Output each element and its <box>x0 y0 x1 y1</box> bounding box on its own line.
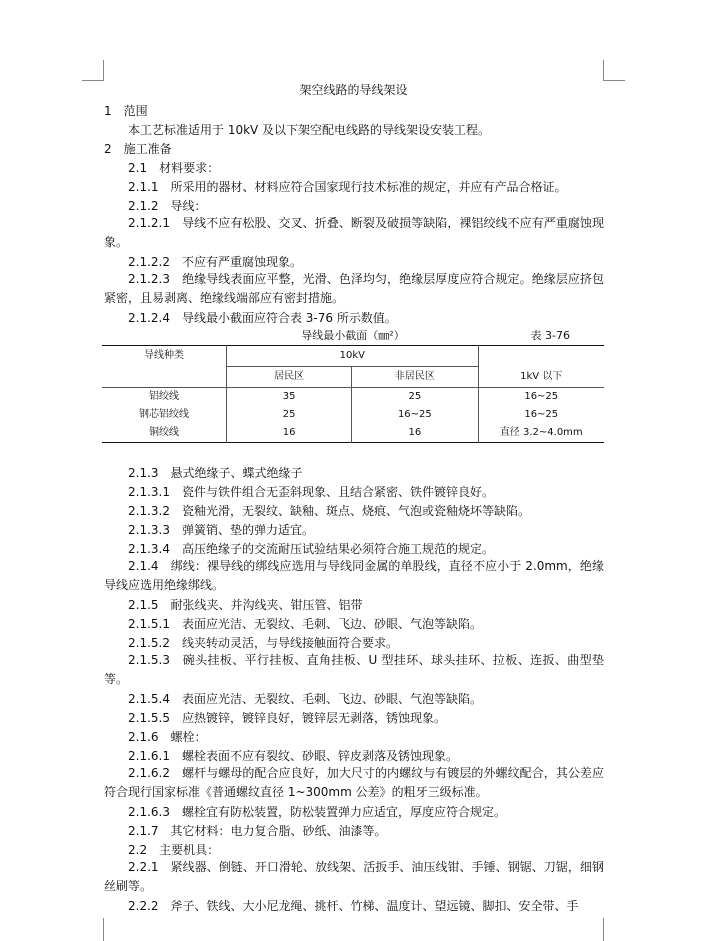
table-cell: 直径 3.2~4.0mm <box>499 427 583 438</box>
table-cell: 铝绞线 <box>102 388 227 407</box>
paragraph: 2.1.1 所采用的器材、材料应符合国家现行技术标准的规定，并应有产品合格证。 <box>128 180 567 194</box>
paragraph: 2.1.2.1 导线不应有松股、交叉、折叠、断裂及破损等缺陷，裸铝绞线不应有严重腐蚀现象。 <box>104 216 604 249</box>
table-cell: 16~25 <box>524 409 559 420</box>
paragraph: 2.1.6.1 螺栓表面不应有裂纹、砂眼、锌皮剥落及锈蚀现象。 <box>128 749 458 763</box>
table-number: 表 3-76 <box>530 329 570 342</box>
crop-mark-top-left-v <box>103 60 104 81</box>
table-cell: 16~25 <box>524 391 559 402</box>
table-cell: 钢芯铝绞线 <box>102 406 227 424</box>
paragraph: 2.1.5.5 应热镀锌，镀锌良好，镀锌层无剥落，锈蚀现象。 <box>128 711 446 725</box>
table-caption: 导线最小截面（㎜²） <box>301 329 405 342</box>
paragraph: 2.1.6 螺栓： <box>128 730 207 744</box>
paragraph: 2.1.5.1 表面应光洁、无裂纹、毛刺、飞边、砂眼、气泡等缺陷。 <box>128 617 482 631</box>
paragraph: 本工艺标准适用于 10kV 及以下架空配电线路的导线架设安装工程。 <box>128 123 491 137</box>
table-caption-row <box>102 328 604 344</box>
crop-mark-top-left-h <box>82 80 104 81</box>
paragraph: 2.1.2.2 不应有严重腐蚀现象。 <box>128 255 302 269</box>
table-row <box>102 406 604 424</box>
table-header-type: 导线种类 <box>102 346 227 367</box>
table-header-10kv: 10kV <box>227 346 478 367</box>
paragraph: 2.1.5.3 碗头挂板、平行挂板、直角挂板、U 型挂环、球头挂环、拉板、连扳、曲型垫等。 <box>104 653 604 686</box>
table-header-1kv: 1kV 以下 <box>520 370 563 382</box>
table-header-residential: 居民区 <box>227 367 352 388</box>
paragraph: 2.1.3.2 瓷釉光滑，无裂纹、缺釉、斑点、烧痕、气泡或瓷釉烧坏等缺陷。 <box>128 504 530 518</box>
table-cell: 16 <box>352 424 478 443</box>
table-cell: 25 <box>227 406 352 424</box>
table-row <box>102 388 604 407</box>
table-cell: 25 <box>352 388 478 407</box>
table-header-blank <box>102 367 227 388</box>
section-heading: 1 范围 <box>104 104 148 118</box>
paragraph: 2.2.2 斧子、铁线、大小尼龙绳、挑杆、竹梯、温度计、望远镜、脚扣、安全带、手 <box>128 899 579 913</box>
crop-mark-bottom-right-v <box>603 918 604 941</box>
table-cell: 16~25 <box>352 406 478 424</box>
paragraph: 2.1.2.3 绝缘导线表面应平整，光滑、色泽均匀，绝缘层厚度应符合规定。绝缘层应挤包紧密，且易剥离、绝缘线端部应有密封措施。 <box>104 272 604 305</box>
paragraph: 2.1.2 导线： <box>128 199 207 213</box>
paragraph: 2.1.3 悬式绝缘子、蝶式绝缘子 <box>128 466 303 480</box>
paragraph: 2.1.6.3 螺栓宜有防松装置，防松装置弹力应适宜，厚度应符合规定。 <box>128 805 506 819</box>
table-header-non-residential: 非居民区 <box>352 367 478 388</box>
table-row <box>102 424 604 443</box>
table-cell: 铜绞线 <box>102 424 227 443</box>
paragraph: 2.1.5.4 表面应光洁、无裂纹、毛刺、飞边、砂眼、气泡等缺陷。 <box>128 692 482 706</box>
crop-mark-top-right-v <box>603 60 604 81</box>
paragraph: 2.1.5 耐张线夹、并沟线夹、钳压管、铝带 <box>128 598 363 612</box>
paragraph: 2.1.4 绑线：裸导线的绑线应选用与导线同金属的单股线，直径不应小于 2.0mm，绝缘导线应选用绝缘绑线。 <box>104 559 604 592</box>
paragraph: 2.1.2.4 导线最小截面应符合表 3-76 所示数值。 <box>128 311 397 325</box>
table-header-blank <box>478 346 604 367</box>
table-cell: 16 <box>227 424 352 443</box>
paragraph: 2.1 材料要求： <box>128 161 220 175</box>
document-title: 架空线路的导线架设 <box>299 83 408 97</box>
table-cell: 35 <box>227 388 352 407</box>
crop-mark-top-right-h <box>603 80 625 81</box>
paragraph: 2.1.5.2 线夹转动灵活，与导线接触面符合要求。 <box>128 636 398 650</box>
min-cross-section-table <box>102 345 604 443</box>
paragraph: 2.1.3.4 高压绝缘子的交流耐压试验结果必须符合施工规范的规定。 <box>128 542 494 556</box>
paragraph: 2.2.1 紧线器、倒链、开口滑轮、放线架、活扳手、油压线钳、手锤、钢锯、刀锯，细钢丝刷等。 <box>104 860 604 893</box>
section-heading: 2 施工准备 <box>104 142 172 156</box>
paragraph: 2.1.3.3 弹簧销、垫的弹力适宜。 <box>128 523 314 537</box>
paragraph: 2.1.6.2 螺杆与螺母的配合应良好，加大尺寸的内螺纹与有镀层的外螺纹配合，其公差应符合现行国家标准《普通螺纹直径 1~300mm 公差》的粗牙三级标准。 <box>104 766 604 799</box>
crop-mark-bottom-left-v <box>103 918 104 941</box>
paragraph: 2.1.3.1 瓷件与铁件组合无歪斜现象、且结合紧密、铁件镀锌良好。 <box>128 485 494 499</box>
paragraph: 2.1.7 其它材料：电力复合脂、砂纸、油漆等。 <box>128 824 387 838</box>
paragraph: 2.2 主要机具： <box>128 843 220 857</box>
